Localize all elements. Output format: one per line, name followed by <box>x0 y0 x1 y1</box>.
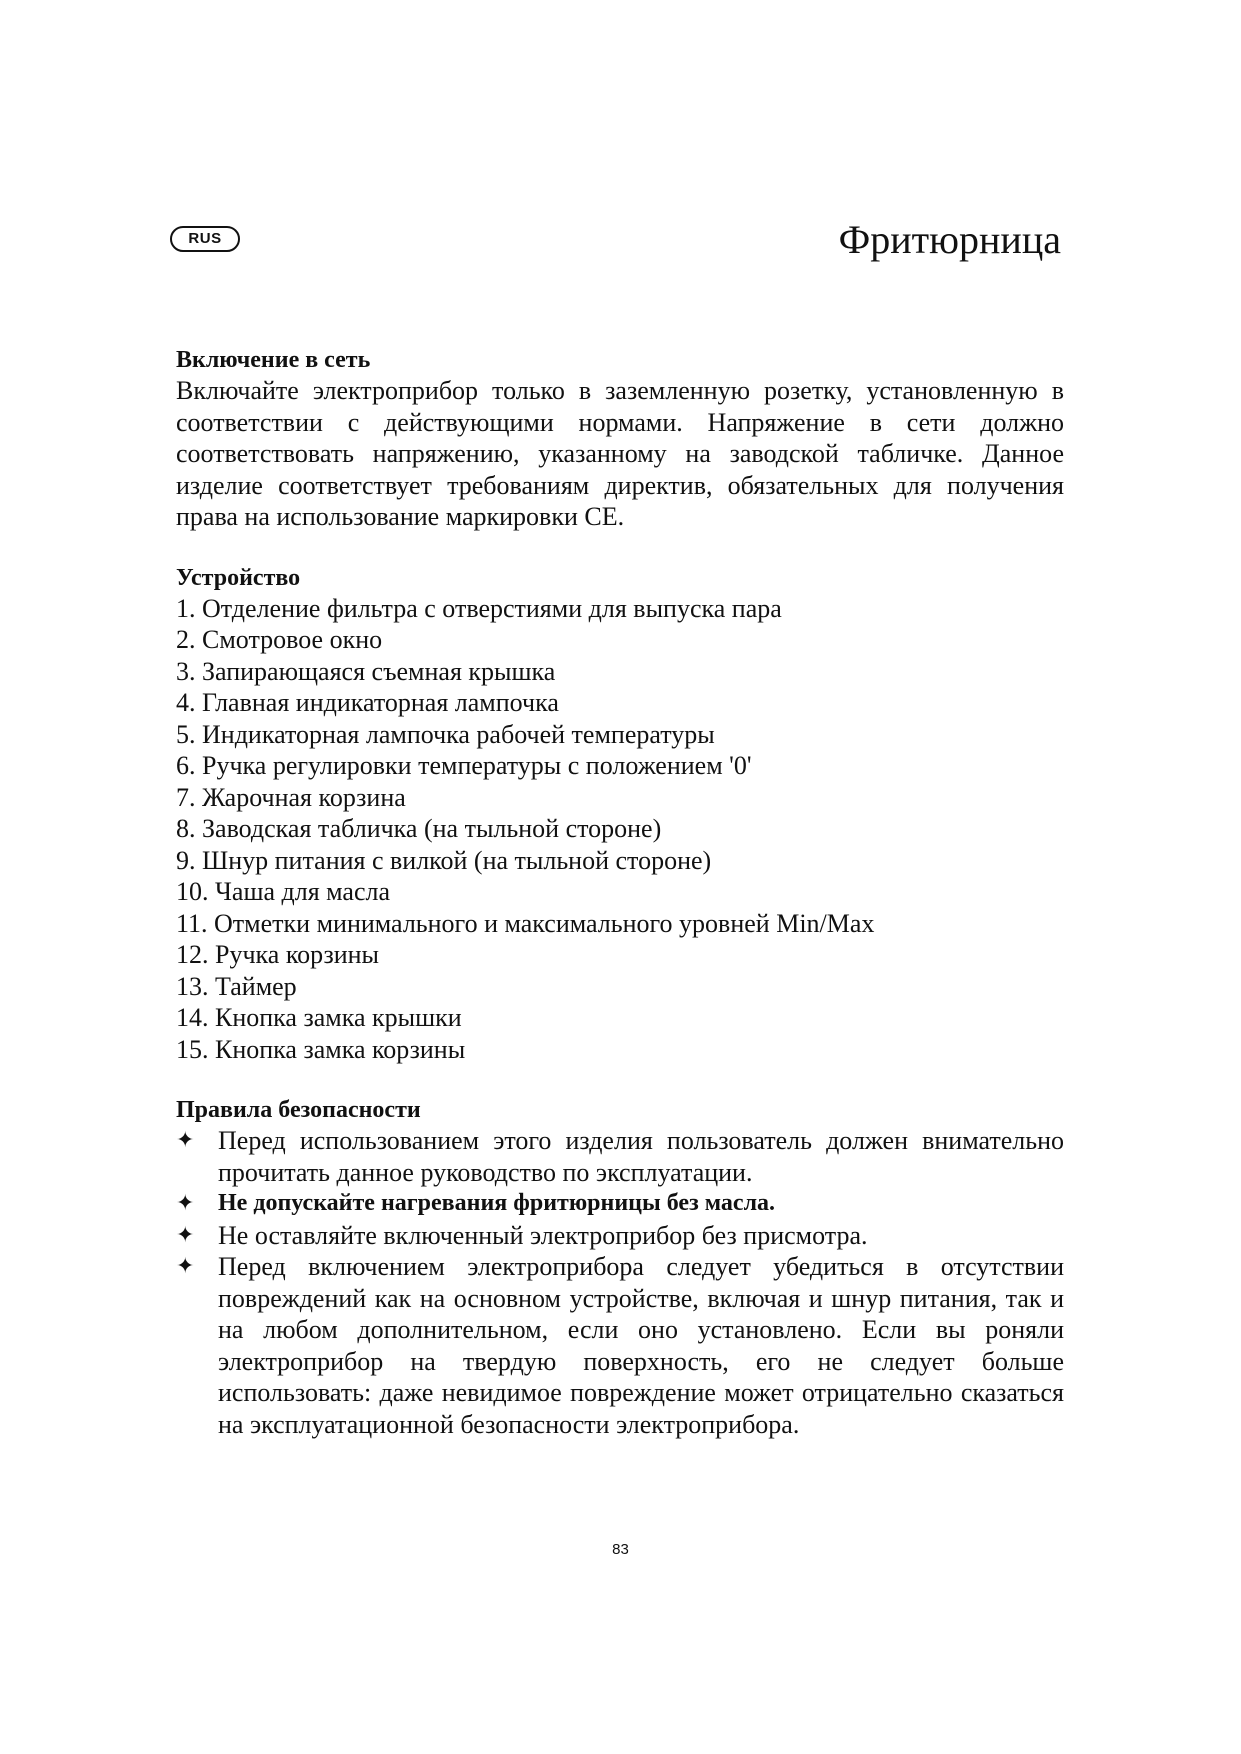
language-badge: RUS <box>170 226 240 252</box>
list-item: 5. Индикаторная лампочка рабочей температуры <box>176 719 715 749</box>
list-item: 6. Ручка регулировки температуры с положением '0' <box>176 751 752 780</box>
rule-text: Перед включением электроприбора следует убедиться в отсутствии повреждений как на основном устройстве, включая и шнур питания, так и на любом дополнительном, если оно установлено. Если вы роняли электроприбор на твердую поверхность, его не следует больше использовать: даже невидимое повреждение может отрицательно сказаться на эксплуатационной безопасности электроприбора. <box>218 1252 1064 1439</box>
device-section <box>176 563 1064 1066</box>
list-item: 13. Таймер <box>176 971 297 1001</box>
list-item: 10. Чаша для масла <box>176 877 391 906</box>
star-bullet-icon: ✦ <box>176 1128 195 1153</box>
device-heading: Устройство <box>176 564 301 591</box>
rule-text: Не оставляйте включенный электроприбор без присмотра. <box>218 1220 868 1250</box>
list-item: 1. Отделение фильтра с отверстиями для выпуска пара <box>176 593 782 623</box>
list-item <box>176 1125 1064 1188</box>
list-item <box>176 1220 1064 1252</box>
connection-section <box>176 345 1064 533</box>
page-title: Фритюрница <box>838 217 1061 262</box>
page-number: 83 <box>612 1541 629 1558</box>
safety-heading: Правила безопасности <box>176 1097 421 1123</box>
rule-text: Перед использованием этого изделия пользователь должен внимательно прочитать данное руководство по эксплуатации. <box>218 1126 1064 1187</box>
list-item: 9. Шнур питания с вилкой (на тыльной стороне) <box>176 845 712 875</box>
list-item <box>176 1251 1064 1440</box>
parts-list <box>176 593 1064 1066</box>
list-item: 7. Жарочная корзина <box>176 782 406 812</box>
safety-rules-list <box>176 1125 1064 1440</box>
list-item: 15. Кнопка замка корзины <box>176 1034 466 1064</box>
star-bullet-icon: ✦ <box>176 1222 195 1248</box>
list-item: 8. Заводская табличка (на тыльной стороне) <box>176 814 662 843</box>
connection-heading: Включение в сеть <box>176 347 371 373</box>
list-item: 12. Ручка корзины <box>176 940 380 969</box>
list-item: 14. Кнопка замка крышки <box>176 1003 462 1032</box>
safety-section <box>176 1095 1064 1440</box>
rule-text: Не допускайте нагревания фритюрницы без масла. <box>218 1190 776 1216</box>
star-bullet-icon: ✦ <box>176 1191 195 1216</box>
main-content <box>176 345 1064 1470</box>
connection-paragraph: Включайте электроприбор только в заземленную розетку, установленную в соответствии с действующими нормами. Напряжение в сети должно соответствовать напряжению, указанному на заводской табличке. Данное изделие соответствует требованиям директив, обязательных для получения права на использование маркировки CE. <box>176 376 1064 531</box>
list-item: 2. Смотровое окно <box>176 625 383 654</box>
list-item: 3. Запирающаяся съемная крышка <box>176 656 556 686</box>
list-item: 11. Отметки минимального и максимального уровней Min/Max <box>176 908 875 938</box>
star-bullet-icon: ✦ <box>176 1254 195 1279</box>
list-item: 4. Главная индикаторная лампочка <box>176 688 559 717</box>
list-item <box>176 1188 1064 1220</box>
